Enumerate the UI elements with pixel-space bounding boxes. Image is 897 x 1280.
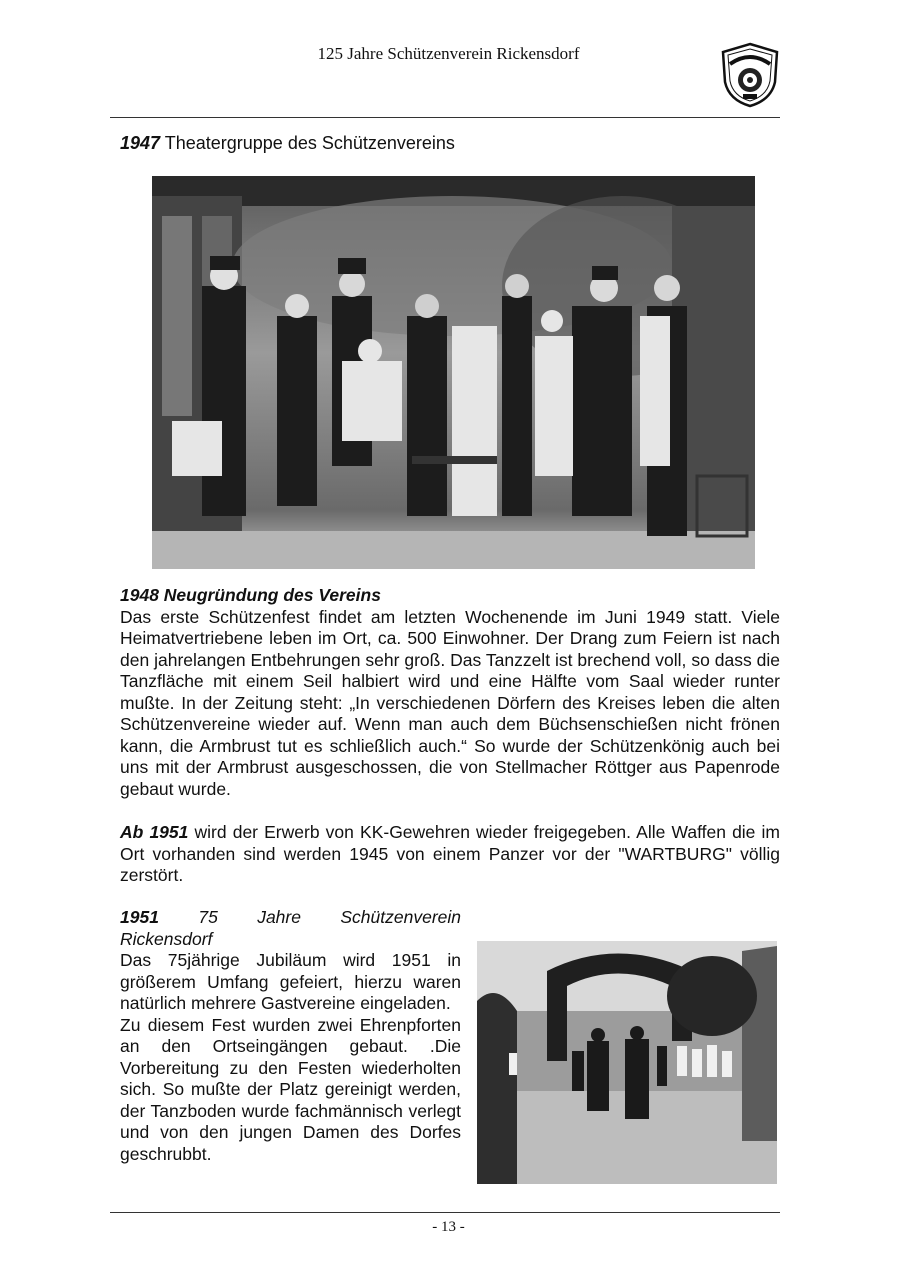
section-1951-year: 1951 [120, 907, 159, 927]
section-1947-heading [120, 133, 455, 154]
section-1951-title-line2: Rickensdorf [120, 928, 213, 949]
header-divider [110, 117, 780, 118]
club-emblem [719, 42, 781, 108]
section-ab-1951-lead: Ab 1951 [120, 822, 189, 842]
section-1948-title: 1948 Neugründung des Vereins [120, 585, 381, 605]
section-1947-title: Theatergruppe des Schützenvereins [164, 133, 455, 153]
section-1948-body: Das erste Schützenfest findet am letzten Wochenende im Juni 1949 statt. Viele Heimatvertriebene leben im Ort, ca. 500 Einwohner. Der Drang zum Feiern ist nach den jahrelangen Entbehrungen sehr groß. Das Tanzzelt ist brechend voll, so dass die Tanzfläche mit einem Seil halbiert wird und eine Hälfte vom Saal wieder runter mußte. In der Zeitung steht: „In verschiedenen Dörfern des Kreises leben die alten Schützenvereine wieder auf. Wenn man auch dem Büchsenschießen nicht frönen kann, die Armbrust tut es schließlich auch.“ So wurde der Schützenkönig auch bei uns mit der Armbrust ausgeschossen, die von Stellmacher Röttger aus Papenrode gebaut wurde. [120, 606, 780, 799]
page-number: - 13 - [432, 1219, 465, 1235]
section-1951-para1: Das 75jährige Jubiläum wird 1951 in größerem Umfang gefeiert, hierzu waren natürlich mehrere Gastvereine eingeladen. [120, 950, 461, 1013]
section-1951-para2: Zu diesem Fest wurden zwei Ehrenpforten an den Ortseingängen gebaut. .Die Vorbereitung zu den Festen wiederholten sich. So mußte der Platz gereinigt werden, der Tanzboden wurde fachmännisch verlegt und von den jungen Damen des Dorfes geschrubbt. [120, 1014, 461, 1164]
page-header-title: 125 Jahre Schützenverein Rickensdorf [317, 44, 580, 63]
theater-group-photo [152, 176, 755, 569]
section-1951-title-line1: 75 Jahre Schützenverein [198, 907, 461, 927]
section-ab-1951 [120, 822, 780, 887]
section-1947-year: 1947 [120, 133, 161, 153]
festival-parade-photo [477, 941, 777, 1184]
section-1951 [120, 907, 461, 1165]
footer-divider [110, 1212, 780, 1213]
section-ab-1951-body: wird der Erwerb von KK-Gewehren wieder freigegeben. Alle Waffen die im Ort vorhanden sind werden 1945 von einem Panzer vor der "WARTBURG" völlig zerstört. [120, 822, 781, 885]
section-1948 [120, 585, 780, 800]
